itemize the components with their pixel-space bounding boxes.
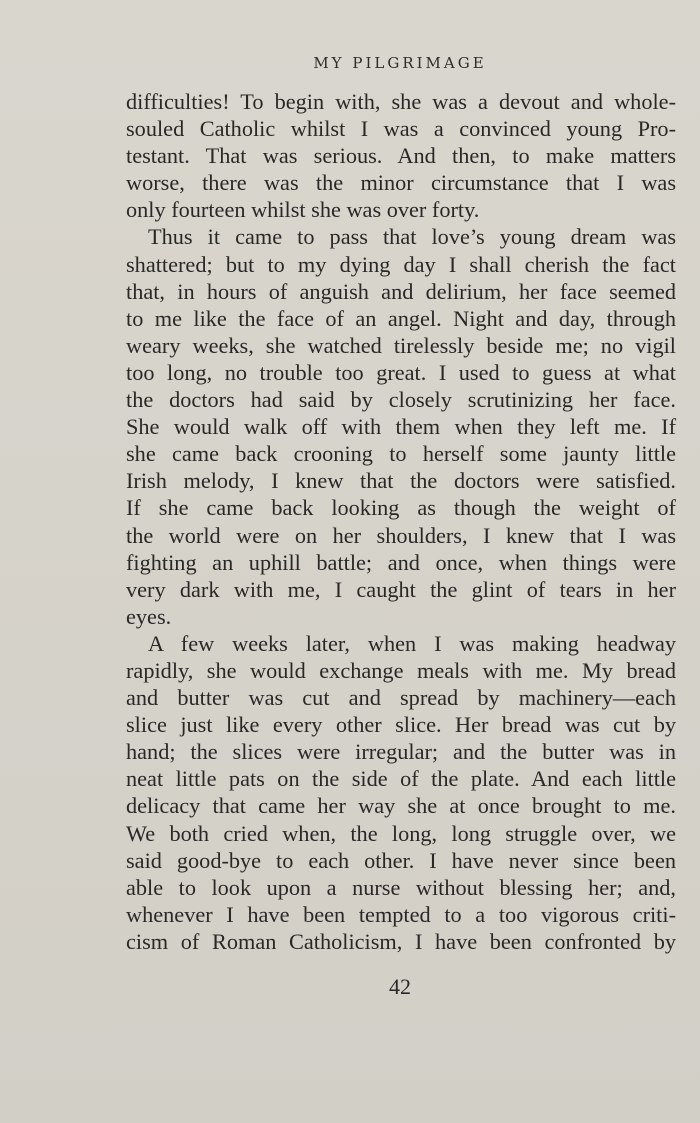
page-number: 42 xyxy=(389,974,411,999)
text-line: testant. That was serious. And then, to make matters xyxy=(126,143,676,169)
text-line: rapidly, she would exchange meals with me. My bread xyxy=(126,657,676,683)
text-line: weary weeks, she watched tirelessly beside me; no vigil xyxy=(126,332,676,358)
text-line: to me like the face of an angel. Night and day, through xyxy=(126,305,676,331)
text-line: difficulties! To begin with, she was a devout and whole- xyxy=(126,89,676,114)
text-line: only fourteen whilst she was over forty. xyxy=(126,197,480,223)
text-line: whenever I have been tempted to a too vigorous criti- xyxy=(126,901,676,927)
text-line: very dark with me, I caught the glint of tears in her xyxy=(126,576,676,602)
text-line: said good-bye to each other. I have never since been xyxy=(126,847,676,873)
text-line: cism of Roman Catholicism, I have been confronted by xyxy=(126,928,676,954)
text-line: delicacy that came her way she at once brought to me. xyxy=(126,793,676,819)
text-line: Thus it came to pass that love’s young dream was xyxy=(148,224,676,250)
text-line: slice just like every other slice. Her bread was cut by xyxy=(126,712,676,738)
text-line: the doctors had said by closely scrutinizing her face. xyxy=(126,387,676,413)
text-line: She would walk off with them when they left me. If xyxy=(126,414,676,440)
running-head: MY PILGRIMAGE xyxy=(313,54,487,72)
body-text xyxy=(126,88,676,955)
text-line: worse, there was the minor circumstance that I was xyxy=(126,170,676,196)
text-line: We both cried when, the long, long struggle over, we xyxy=(126,820,676,846)
text-line: eyes. xyxy=(126,603,172,629)
text-line: and butter was cut and spread by machinery—each xyxy=(126,685,676,711)
text-line: that, in hours of anguish and delirium, her face seemed xyxy=(126,278,676,304)
text-line: A few weeks later, when I was making headway xyxy=(148,630,676,656)
text-line: too long, no trouble too great. I used to guess at what xyxy=(126,359,676,385)
text-line: able to look upon a nurse without blessing her; and, xyxy=(126,874,676,900)
text-line: If she came back looking as though the weight of xyxy=(126,495,676,521)
text-line: neat little pats on the side of the plate. And each little xyxy=(126,766,676,792)
text-line: Irish melody, I knew that the doctors were satisfied. xyxy=(126,468,676,494)
text-line: shattered; but to my dying day I shall cherish the fact xyxy=(126,251,676,277)
text-line: souled Catholic whilst I was a convinced young Pro- xyxy=(126,116,676,142)
text-line: fighting an uphill battle; and once, when things were xyxy=(126,549,676,575)
text-line: hand; the slices were irregular; and the butter was in xyxy=(126,739,676,765)
text-line: the world were on her shoulders, I knew that I was xyxy=(126,522,676,548)
text-line: she came back crooning to herself some jaunty little xyxy=(126,441,676,467)
